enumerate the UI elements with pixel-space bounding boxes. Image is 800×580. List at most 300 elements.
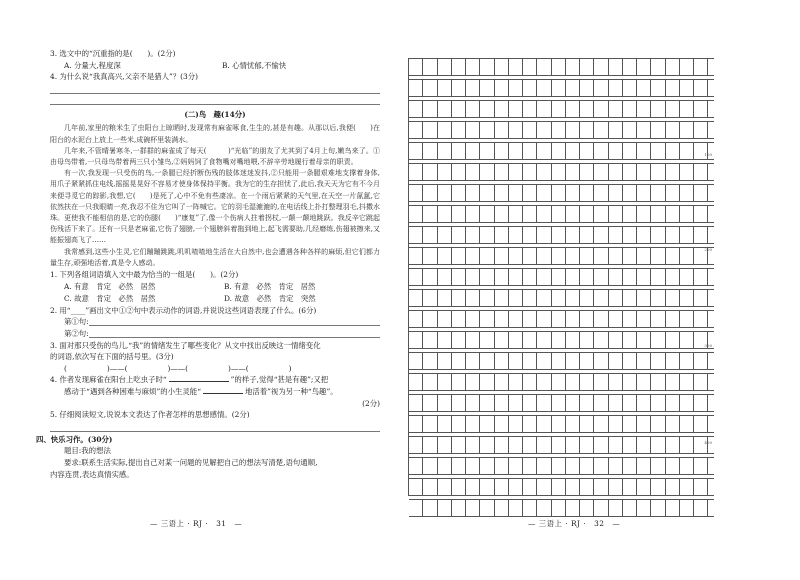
grid-cell[interactable] — [523, 185, 537, 201]
grid-cell[interactable] — [580, 248, 594, 264]
grid-cell[interactable] — [480, 206, 494, 222]
grid-cell[interactable] — [694, 80, 708, 96]
grid-cell[interactable] — [480, 332, 494, 348]
grid-cell[interactable] — [452, 59, 466, 75]
grid-cell[interactable] — [580, 59, 594, 75]
grid-cell[interactable] — [637, 332, 651, 348]
grid-cell[interactable] — [580, 458, 594, 474]
grid-cell[interactable] — [552, 332, 566, 348]
grid-cell[interactable] — [423, 332, 437, 348]
grid-cell[interactable] — [552, 248, 566, 264]
grid-cell[interactable] — [552, 374, 566, 390]
grid-cell[interactable] — [537, 269, 551, 285]
grid-cell[interactable] — [694, 206, 708, 222]
grid-cell[interactable] — [537, 458, 551, 474]
grid-cell[interactable] — [637, 59, 651, 75]
grid-cell[interactable] — [523, 248, 537, 264]
grid-cell[interactable] — [423, 395, 437, 411]
grid-cell[interactable] — [480, 248, 494, 264]
grid-cell[interactable] — [466, 479, 480, 495]
grid-cell[interactable] — [623, 332, 637, 348]
grid-cell[interactable] — [666, 164, 680, 180]
grid-cell[interactable] — [552, 227, 566, 243]
grid-cell[interactable] — [537, 101, 551, 117]
grid-cell[interactable] — [623, 185, 637, 201]
grid-cell[interactable] — [666, 227, 680, 243]
grid-cell[interactable] — [438, 479, 452, 495]
grid-cell[interactable] — [651, 458, 665, 474]
grid-cell[interactable] — [566, 353, 580, 369]
grid-cell[interactable] — [466, 332, 480, 348]
grid-cell[interactable] — [409, 395, 423, 411]
grid-cell[interactable] — [452, 269, 466, 285]
grid-cell[interactable] — [666, 101, 680, 117]
grid-cell[interactable] — [452, 185, 466, 201]
grid-cell[interactable] — [523, 143, 537, 159]
grid-cell[interactable] — [594, 227, 608, 243]
grid-cell[interactable] — [409, 101, 423, 117]
grid-cell[interactable] — [423, 437, 437, 453]
grid-cell[interactable] — [651, 311, 665, 327]
grid-cell[interactable] — [666, 437, 680, 453]
grid-cell[interactable] — [452, 374, 466, 390]
grid-cell[interactable] — [651, 122, 665, 138]
grid-cell[interactable] — [609, 59, 623, 75]
grid-cell[interactable] — [409, 164, 423, 180]
grid-cell[interactable] — [623, 122, 637, 138]
grid-cell[interactable] — [552, 143, 566, 159]
grid-cell[interactable] — [651, 374, 665, 390]
grid-cell[interactable] — [480, 185, 494, 201]
grid-cell[interactable] — [694, 395, 708, 411]
grid-cell[interactable] — [409, 206, 423, 222]
grid-cell[interactable] — [637, 206, 651, 222]
grid-cell[interactable] — [537, 80, 551, 96]
grid-cell[interactable] — [438, 290, 452, 306]
grid-cell[interactable] — [637, 248, 651, 264]
grid-cell[interactable] — [609, 185, 623, 201]
grid-cell[interactable] — [423, 269, 437, 285]
grid-cell[interactable] — [423, 311, 437, 327]
grid-cell[interactable] — [438, 143, 452, 159]
grid-cell[interactable] — [466, 416, 480, 432]
grid-cell[interactable] — [509, 143, 523, 159]
grid-cell[interactable] — [594, 374, 608, 390]
grid-cell[interactable] — [609, 374, 623, 390]
grid-cell[interactable] — [438, 59, 452, 75]
grid-cell[interactable] — [637, 500, 651, 516]
grid-cell[interactable] — [409, 416, 423, 432]
grid-cell[interactable] — [523, 206, 537, 222]
grid-cell[interactable] — [594, 332, 608, 348]
grid-cell[interactable] — [594, 185, 608, 201]
grid-cell[interactable] — [594, 269, 608, 285]
grid-cell[interactable] — [409, 185, 423, 201]
grid-cell[interactable] — [452, 437, 466, 453]
grid-cell[interactable] — [552, 206, 566, 222]
grid-cell[interactable] — [423, 143, 437, 159]
grid-cell[interactable] — [680, 269, 694, 285]
grid-cell[interactable] — [537, 290, 551, 306]
grid-cell[interactable] — [537, 164, 551, 180]
grid-cell[interactable] — [580, 80, 594, 96]
grid-cell[interactable] — [495, 80, 509, 96]
grid-cell[interactable] — [495, 248, 509, 264]
grid-cell[interactable] — [637, 269, 651, 285]
grid-cell[interactable] — [594, 311, 608, 327]
grid-cell[interactable] — [523, 374, 537, 390]
grid-cell[interactable] — [623, 374, 637, 390]
grid-cell[interactable] — [537, 353, 551, 369]
grid-cell[interactable] — [680, 416, 694, 432]
grid-cell[interactable] — [523, 437, 537, 453]
grid-cell[interactable] — [495, 101, 509, 117]
grid-cell[interactable] — [566, 122, 580, 138]
grid-cell[interactable] — [509, 248, 523, 264]
grid-cell[interactable] — [694, 500, 708, 516]
grid-cell[interactable] — [651, 248, 665, 264]
grid-cell[interactable] — [680, 500, 694, 516]
grid-cell[interactable] — [594, 206, 608, 222]
grid-cell[interactable] — [466, 185, 480, 201]
grid-cell[interactable] — [609, 353, 623, 369]
grid-cell[interactable] — [480, 374, 494, 390]
grid-cell[interactable] — [423, 479, 437, 495]
grid-cell[interactable] — [580, 101, 594, 117]
grid-cell[interactable] — [480, 500, 494, 516]
grid-cell[interactable] — [537, 416, 551, 432]
grid-cell[interactable] — [651, 59, 665, 75]
grid-cell[interactable] — [409, 332, 423, 348]
grid-cell[interactable] — [466, 395, 480, 411]
grid-cell[interactable] — [537, 143, 551, 159]
grid-cell[interactable] — [452, 248, 466, 264]
grid-cell[interactable] — [694, 227, 708, 243]
grid-cell[interactable] — [452, 332, 466, 348]
grid-cell[interactable] — [594, 143, 608, 159]
fill-blank[interactable] — [203, 386, 243, 394]
grid-cell[interactable] — [552, 269, 566, 285]
grid-cell[interactable] — [509, 164, 523, 180]
grid-cell[interactable] — [680, 458, 694, 474]
grid-cell[interactable] — [495, 353, 509, 369]
grid-cell[interactable] — [651, 290, 665, 306]
grid-cell[interactable] — [509, 290, 523, 306]
grid-cell[interactable] — [680, 80, 694, 96]
grid-cell[interactable] — [637, 185, 651, 201]
grid-cell[interactable] — [623, 353, 637, 369]
grid-cell[interactable] — [438, 248, 452, 264]
grid-cell[interactable] — [580, 353, 594, 369]
grid-cell[interactable] — [594, 353, 608, 369]
grid-cell[interactable] — [566, 290, 580, 306]
grid-cell[interactable] — [637, 227, 651, 243]
grid-cell[interactable] — [423, 122, 437, 138]
grid-cell[interactable] — [537, 311, 551, 327]
grid-cell[interactable] — [566, 59, 580, 75]
grid-cell[interactable] — [423, 353, 437, 369]
grid-cell[interactable] — [523, 458, 537, 474]
grid-cell[interactable] — [666, 248, 680, 264]
grid-cell[interactable] — [680, 290, 694, 306]
grid-cell[interactable] — [666, 143, 680, 159]
grid-cell[interactable] — [537, 248, 551, 264]
grid-cell[interactable] — [666, 185, 680, 201]
grid-cell[interactable] — [680, 164, 694, 180]
grid-cell[interactable] — [580, 143, 594, 159]
grid-cell[interactable] — [609, 206, 623, 222]
grid-cell[interactable] — [651, 206, 665, 222]
grid-cell[interactable] — [438, 311, 452, 327]
grid-cell[interactable] — [452, 227, 466, 243]
grid-cell[interactable] — [480, 458, 494, 474]
grid-cell[interactable] — [609, 458, 623, 474]
grid-cell[interactable] — [466, 206, 480, 222]
grid-cell[interactable] — [566, 164, 580, 180]
grid-cell[interactable] — [438, 437, 452, 453]
grid-cell[interactable] — [552, 458, 566, 474]
grid-cell[interactable] — [466, 437, 480, 453]
grid-cell[interactable] — [680, 332, 694, 348]
grid-cell[interactable] — [495, 227, 509, 243]
grid-cell[interactable] — [480, 416, 494, 432]
grid-cell[interactable] — [566, 101, 580, 117]
grid-cell[interactable] — [452, 206, 466, 222]
grid-cell[interactable] — [552, 479, 566, 495]
grid-cell[interactable] — [680, 374, 694, 390]
grid-cell[interactable] — [495, 416, 509, 432]
grid-cell[interactable] — [438, 395, 452, 411]
grid-cell[interactable] — [466, 500, 480, 516]
grid-cell[interactable] — [680, 248, 694, 264]
grid-cell[interactable] — [509, 458, 523, 474]
grid-cell[interactable] — [637, 416, 651, 432]
grid-cell[interactable] — [580, 185, 594, 201]
grid-cell[interactable] — [452, 80, 466, 96]
grid-cell[interactable] — [537, 206, 551, 222]
grid-cell[interactable] — [452, 500, 466, 516]
grid-cell[interactable] — [566, 206, 580, 222]
grid-cell[interactable] — [666, 353, 680, 369]
grid-cell[interactable] — [495, 59, 509, 75]
grid-cell[interactable] — [637, 374, 651, 390]
grid-cell[interactable] — [666, 122, 680, 138]
grid-cell[interactable] — [466, 101, 480, 117]
grid-cell[interactable] — [580, 416, 594, 432]
grid-cell[interactable] — [694, 59, 708, 75]
grid-cell[interactable] — [637, 437, 651, 453]
grid-cell[interactable] — [466, 458, 480, 474]
grid-cell[interactable] — [438, 164, 452, 180]
grid-cell[interactable] — [509, 269, 523, 285]
grid-cell[interactable] — [495, 500, 509, 516]
grid-cell[interactable] — [580, 311, 594, 327]
grid-cell[interactable] — [552, 416, 566, 432]
grid-cell[interactable] — [694, 269, 708, 285]
grid-cell[interactable] — [509, 416, 523, 432]
grid-cell[interactable] — [609, 101, 623, 117]
grid-cell[interactable] — [452, 416, 466, 432]
grid-cell[interactable] — [637, 458, 651, 474]
grid-cell[interactable] — [509, 437, 523, 453]
grid-cell[interactable] — [580, 206, 594, 222]
grid-cell[interactable] — [480, 290, 494, 306]
grid-cell[interactable] — [637, 395, 651, 411]
grid-cell[interactable] — [452, 311, 466, 327]
grid-cell[interactable] — [452, 290, 466, 306]
grid-cell[interactable] — [523, 80, 537, 96]
grid-cell[interactable] — [495, 164, 509, 180]
grid-cell[interactable] — [509, 227, 523, 243]
grid-cell[interactable] — [423, 458, 437, 474]
grid-cell[interactable] — [480, 59, 494, 75]
grid-cell[interactable] — [594, 437, 608, 453]
grid-cell[interactable] — [409, 374, 423, 390]
grid-cell[interactable] — [609, 122, 623, 138]
grid-cell[interactable] — [523, 164, 537, 180]
grid-cell[interactable] — [452, 143, 466, 159]
grid-cell[interactable] — [552, 122, 566, 138]
grid-cell[interactable] — [594, 248, 608, 264]
grid-cell[interactable] — [609, 80, 623, 96]
grid-cell[interactable] — [694, 122, 708, 138]
grid-cell[interactable] — [623, 206, 637, 222]
grid-cell[interactable] — [509, 122, 523, 138]
grid-cell[interactable] — [694, 353, 708, 369]
grid-cell[interactable] — [566, 374, 580, 390]
grid-cell[interactable] — [609, 479, 623, 495]
grid-cell[interactable] — [580, 479, 594, 495]
grid-cell[interactable] — [509, 374, 523, 390]
grid-cell[interactable] — [480, 269, 494, 285]
grid-cell[interactable] — [423, 374, 437, 390]
grid-cell[interactable] — [423, 206, 437, 222]
grid-cell[interactable] — [566, 458, 580, 474]
grid-cell[interactable] — [666, 206, 680, 222]
grid-cell[interactable] — [623, 395, 637, 411]
grid-cell[interactable] — [480, 143, 494, 159]
grid-cell[interactable] — [666, 59, 680, 75]
grid-cell[interactable] — [452, 395, 466, 411]
grid-cell[interactable] — [409, 437, 423, 453]
grid-cell[interactable] — [480, 80, 494, 96]
grid-cell[interactable] — [409, 80, 423, 96]
grid-cell[interactable] — [438, 500, 452, 516]
grid-cell[interactable] — [694, 416, 708, 432]
grid-cell[interactable] — [537, 479, 551, 495]
grid-cell[interactable] — [438, 122, 452, 138]
grid-cell[interactable] — [509, 59, 523, 75]
grid-cell[interactable] — [409, 311, 423, 327]
grid-cell[interactable] — [651, 80, 665, 96]
grid-cell[interactable] — [566, 437, 580, 453]
grid-cell[interactable] — [651, 164, 665, 180]
grid-cell[interactable] — [409, 353, 423, 369]
grid-cell[interactable] — [438, 458, 452, 474]
grid-cell[interactable] — [480, 101, 494, 117]
grid-cell[interactable] — [480, 122, 494, 138]
grid-cell[interactable] — [452, 164, 466, 180]
grid-cell[interactable] — [452, 122, 466, 138]
grid-cell[interactable] — [438, 269, 452, 285]
grid-cell[interactable] — [580, 437, 594, 453]
grid-cell[interactable] — [594, 500, 608, 516]
grid-cell[interactable] — [694, 164, 708, 180]
grid-cell[interactable] — [438, 80, 452, 96]
grid-cell[interactable] — [409, 248, 423, 264]
grid-cell[interactable] — [580, 290, 594, 306]
grid-cell[interactable] — [623, 143, 637, 159]
grid-cell[interactable] — [580, 227, 594, 243]
grid-cell[interactable] — [680, 479, 694, 495]
grid-cell[interactable] — [409, 227, 423, 243]
grid-cell[interactable] — [452, 353, 466, 369]
grid-cell[interactable] — [509, 311, 523, 327]
grid-cell[interactable] — [423, 416, 437, 432]
grid-cell[interactable] — [423, 80, 437, 96]
grid-cell[interactable] — [623, 416, 637, 432]
grid-cell[interactable] — [651, 227, 665, 243]
grid-cell[interactable] — [623, 437, 637, 453]
grid-cell[interactable] — [666, 416, 680, 432]
grid-cell[interactable] — [623, 290, 637, 306]
grid-cell[interactable] — [594, 164, 608, 180]
grid-cell[interactable] — [480, 353, 494, 369]
grid-cell[interactable] — [651, 500, 665, 516]
grid-cell[interactable] — [680, 185, 694, 201]
grid-cell[interactable] — [537, 122, 551, 138]
grid-cell[interactable] — [523, 227, 537, 243]
grid-cell[interactable] — [637, 479, 651, 495]
grid-cell[interactable] — [694, 185, 708, 201]
grid-cell[interactable] — [666, 290, 680, 306]
grid-cell[interactable] — [552, 101, 566, 117]
grid-cell[interactable] — [594, 395, 608, 411]
grid-cell[interactable] — [637, 164, 651, 180]
grid-cell[interactable] — [423, 290, 437, 306]
grid-cell[interactable] — [438, 332, 452, 348]
grid-cell[interactable] — [580, 332, 594, 348]
grid-cell[interactable] — [651, 332, 665, 348]
writing-grid[interactable] — [408, 58, 714, 496]
grid-cell[interactable] — [438, 374, 452, 390]
grid-cell[interactable] — [438, 227, 452, 243]
grid-cell[interactable] — [466, 143, 480, 159]
grid-cell[interactable] — [623, 227, 637, 243]
grid-cell[interactable] — [480, 311, 494, 327]
grid-cell[interactable] — [609, 332, 623, 348]
grid-cell[interactable] — [409, 290, 423, 306]
grid-cell[interactable] — [523, 479, 537, 495]
grid-cell[interactable] — [495, 479, 509, 495]
grid-cell[interactable] — [651, 185, 665, 201]
grid-cell[interactable] — [509, 500, 523, 516]
grid-cell[interactable] — [680, 437, 694, 453]
grid-cell[interactable] — [509, 479, 523, 495]
grid-cell[interactable] — [452, 101, 466, 117]
grid-cell[interactable] — [680, 395, 694, 411]
grid-cell[interactable] — [495, 374, 509, 390]
grid-cell[interactable] — [537, 59, 551, 75]
grid-cell[interactable] — [537, 437, 551, 453]
grid-cell[interactable] — [509, 332, 523, 348]
grid-cell[interactable] — [466, 59, 480, 75]
grid-cell[interactable] — [580, 374, 594, 390]
grid-cell[interactable] — [637, 311, 651, 327]
grid-cell[interactable] — [566, 248, 580, 264]
grid-cell[interactable] — [537, 227, 551, 243]
grid-cell[interactable] — [438, 353, 452, 369]
